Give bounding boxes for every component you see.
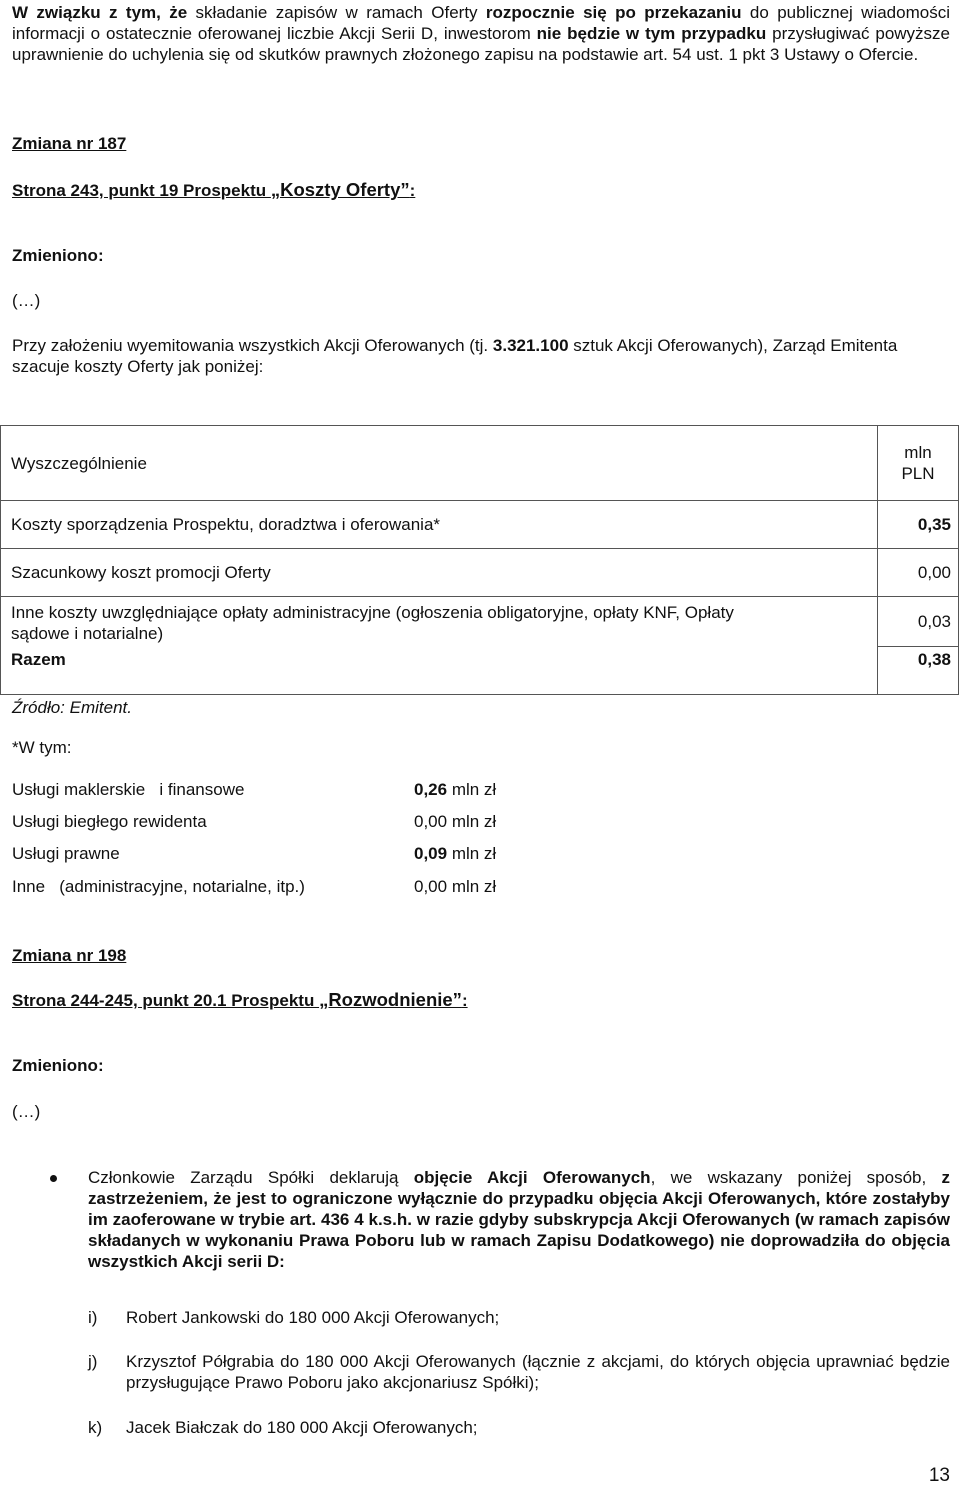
- breakdown-value: [414, 843, 496, 864]
- list-marker: k): [88, 1418, 103, 1437]
- change-187-location-prefix: Strona 243, punkt 19 Prospektu: [12, 181, 271, 200]
- row-label: Inne koszty uwzględniające opłaty administracyjne (ogłoszenia obligatoryjne, opłaty KNF, Opłaty sądowe i notarialne): [1, 597, 878, 647]
- board-declaration-paragraph: [88, 1167, 950, 1272]
- list-item: Robert Jankowski do 180 000 Akcji Oferowanych;: [126, 1308, 500, 1327]
- offer-costs-table: [0, 425, 959, 695]
- row-label: Szacunkowy koszt promocji Oferty: [1, 549, 878, 597]
- page-number: 13: [928, 1465, 950, 1486]
- table-header-row: [1, 426, 959, 501]
- list-marker: j): [88, 1352, 98, 1371]
- breakdown-unit: mln zł: [447, 844, 497, 863]
- intro-text-2: do publicznej wiadomości informacji o ostatecznie oferowanej liczbie Akcji Serii D, inwestorom: [12, 3, 950, 43]
- breakdown-value: [414, 876, 496, 897]
- change-187-para-text-2: sztuk Akcji Oferowanych), Zarząd Emitenta szacuje koszty Oferty jak poniżej:: [12, 336, 898, 376]
- header-label: Wyszczególnienie: [1, 426, 878, 501]
- change-198-location-title: „Rozwodnienie”: [319, 989, 462, 1010]
- list-item: Krzysztof Półgrabia do 180 000 Akcji Oferowanych (łącznie z akcjami, do których objęcia uprawniać będzie przysługujące Prawo Poboru jako akcjonariusz Spółki);: [126, 1352, 950, 1392]
- row-value: 0,00: [878, 549, 959, 597]
- intro-text-3: przysługiwać powyższe uprawnienie do uchylenia się od skutków prawnych złożonego zapisu na podstawie art. 54 ust. 1 pkt 3 Ustawy o Ofercie.: [12, 24, 951, 64]
- change-187-location-title: „Koszty Oferty”: [270, 179, 410, 200]
- change-187-location-suffix: :: [409, 181, 416, 200]
- row-value: 0,03: [878, 597, 959, 647]
- source-note: Źródło: Emitent.: [12, 698, 132, 717]
- header-unit-line-1: mln: [904, 443, 932, 462]
- declaration-bold-1: objęcie Akcji Oferowanych: [413, 1168, 651, 1187]
- change-187-heading: Zmiana nr 187: [12, 134, 127, 153]
- row-label: Koszty sporządzenia Prospektu, doradztwa i oferowania*: [1, 501, 878, 549]
- change-187-changed-label: Zmieniono:: [12, 246, 104, 265]
- breakdown-unit: mln zł: [447, 877, 497, 896]
- breakdown-label: Usługi biegłego rewidenta: [12, 812, 207, 831]
- breakdown-amount: 0,09: [414, 844, 448, 863]
- change-187-ellipsis: (…): [12, 291, 41, 310]
- change-198-location-prefix: Strona 244-245, punkt 20.1 Prospektu: [12, 991, 320, 1010]
- bullet-icon: [50, 1175, 57, 1182]
- change-187-para-text-1: Przy założeniu wyemitowania wszystkich Akcji Oferowanych (tj.: [12, 336, 493, 355]
- breakdown-label: Usługi prawne: [12, 844, 120, 863]
- declaration-text-2: , we wskazany poniżej sposób,: [650, 1168, 942, 1187]
- change-198-location: [12, 989, 950, 1011]
- intro-bold-1: W związku z tym, że: [12, 3, 188, 22]
- breakdown-amount: 0,26: [414, 780, 448, 799]
- change-198-ellipsis: (…): [12, 1102, 41, 1121]
- intro-paragraph: [12, 2, 950, 65]
- header-unit: [878, 426, 959, 501]
- breakdown-value: [414, 779, 496, 800]
- total-value: 0,38: [878, 647, 959, 695]
- breakdown-amount: 0,00: [414, 812, 448, 831]
- breakdown-unit: mln zł: [447, 780, 497, 799]
- breakdown-unit: mln zł: [447, 812, 497, 831]
- table-row: [1, 501, 959, 549]
- total-label: Razem: [1, 647, 878, 695]
- change-198-location-suffix: :: [461, 991, 468, 1010]
- declaration-text-1: Członkowie Zarządu Spółki deklarują: [88, 1168, 414, 1187]
- breakdown-value: [414, 811, 496, 832]
- change-187-share-count: 3.321.100: [492, 336, 569, 355]
- table-row: [1, 549, 959, 597]
- breakdown-amount: 0,00: [414, 877, 448, 896]
- declaration-bold-2: z zastrzeżeniem, że jest to ograniczone wyłącznie do przypadku objęcia Akcji Oferowanych, które zostałyby im zaoferowane w trybie art. 436 4 k.s.h. w razie gdyby subskrypcja Akcji Oferowanych (w ramach zapisów składanych w wykonaniu Prawa Poboru lub w ramach Zapisu Dodatkowego) nie doprowadziła do objęcia wszystkich Akcji serii D:: [88, 1168, 950, 1271]
- header-unit-line-2: PLN: [901, 464, 935, 483]
- change-187-location: [12, 179, 950, 201]
- breakdown-label: Usługi maklerskie i finansowe: [12, 780, 245, 799]
- list-marker: i): [88, 1308, 98, 1327]
- breakdown-label: Inne (administracyjne, notarialne, itp.): [12, 877, 305, 896]
- intro-bold-2: rozpocznie się po przekazaniu: [485, 3, 742, 22]
- breakdown-intro: *W tym:: [12, 738, 72, 757]
- intro-bold-3: nie będzie w tym przypadku: [536, 24, 767, 43]
- list-item: Jacek Białczak do 180 000 Akcji Oferowanych;: [126, 1418, 478, 1437]
- change-187-paragraph: [12, 335, 950, 377]
- table-row: [1, 597, 959, 647]
- table-total-row: [1, 647, 959, 695]
- intro-text-1: składanie zapisów w ramach Oferty: [187, 3, 486, 22]
- change-198-heading: Zmiana nr 198: [12, 946, 127, 965]
- row-value: 0,35: [878, 501, 959, 549]
- change-198-changed-label: Zmieniono:: [12, 1056, 104, 1075]
